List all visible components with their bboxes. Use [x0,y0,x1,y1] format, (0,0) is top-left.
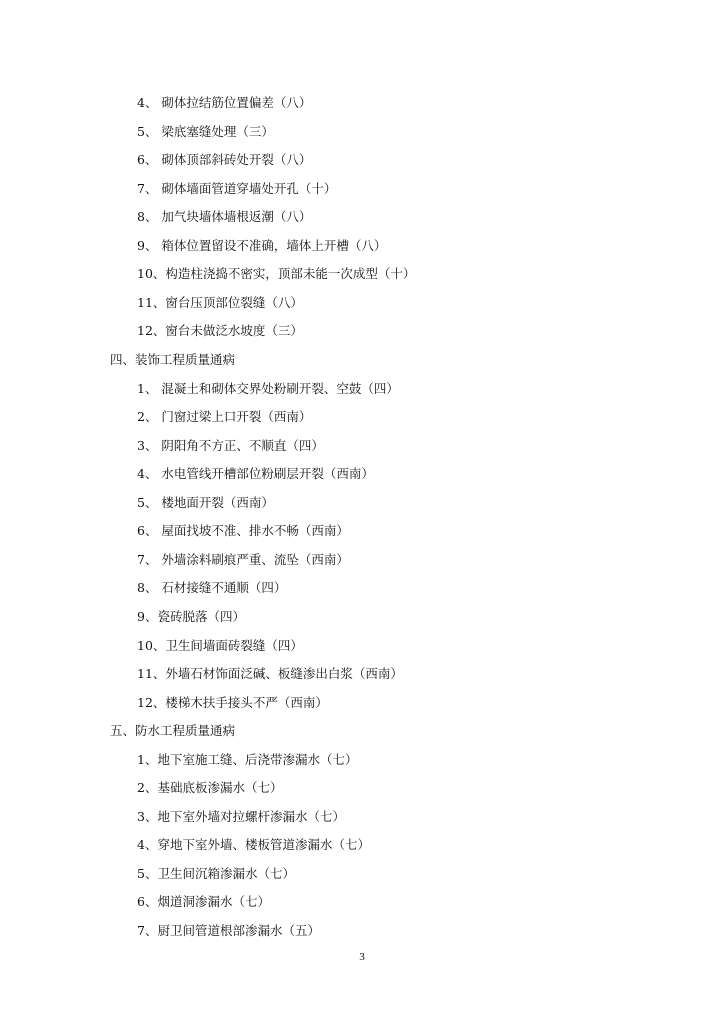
list-item: 3、地下室外墙对拉螺杆渗漏水（七） [137,808,345,824]
list-item: 10、构造柱浇捣不密实，顶部未能一次成型（十） [137,266,416,282]
list-item: 5、 梁底塞缝处理（三） [137,123,274,139]
list-item: 6、 屋面找坡不准、排水不畅（西南） [137,523,349,539]
list-item: 4、 水电管线开槽部位粉刷层开裂（西南） [137,466,374,482]
list-item: 2、 门窗过梁上口开裂（西南） [137,409,312,425]
list-item: 9、瓷砖脱落（四） [137,608,245,624]
list-item: 2、基础底板渗漏水（七） [137,780,283,796]
list-item: 11、窗台压顶部位裂缝（八） [137,294,303,310]
list-item: 10、卫生间墙面砖裂缝（四） [137,637,303,653]
list-item: 6、 砌体顶部斜砖处开裂（八） [137,152,312,168]
list-item: 1、地下室施工缝、后浇带渗漏水（七） [137,751,358,767]
list-item: 7、 外墙涂料刷痕严重、流坠（西南） [137,551,349,567]
list-item: 12、楼梯木扶手接头不严（西南） [137,694,328,710]
list-item: 12、窗台未做泛水坡度（三） [137,323,303,339]
list-item: 3、 阴阳角不方正、不顺直（四） [137,437,324,453]
list-item: 6、烟道洞渗漏水（七） [137,894,270,910]
list-item: 7、厨卫间管道根部渗漏水（五） [137,923,320,938]
list-item: 11、外墙石材饰面泛碱、板缝渗出白浆（西南） [137,666,403,681]
section-heading: 五、防水工程质量通病 [110,723,236,739]
list-item: 1、 混凝土和砌体交界处粉刷开裂、空鼓（四） [137,380,399,396]
section-heading: 四、装饰工程质量通病 [110,351,236,367]
list-item: 8、 加气块墙体墙根返潮（八） [137,209,312,225]
list-item: 7、 砌体墙面管道穿墙处开孔（十） [137,180,337,196]
list-item: 4、穿地下室外墙、楼板管道渗漏水（七） [137,837,370,853]
list-item: 4、 砌体拉结筋位置偏差（八） [137,95,312,110]
page-number: 3 [359,951,365,963]
list-item: 5、 楼地面开裂（西南） [137,494,274,510]
list-item: 9、 箱体位置留设不准确，墙体上开槽（八） [137,237,387,253]
list-item: 5、卫生间沉箱渗漏水（七） [137,865,295,881]
list-item: 8、 石材接缝不通顺（四） [137,580,287,596]
